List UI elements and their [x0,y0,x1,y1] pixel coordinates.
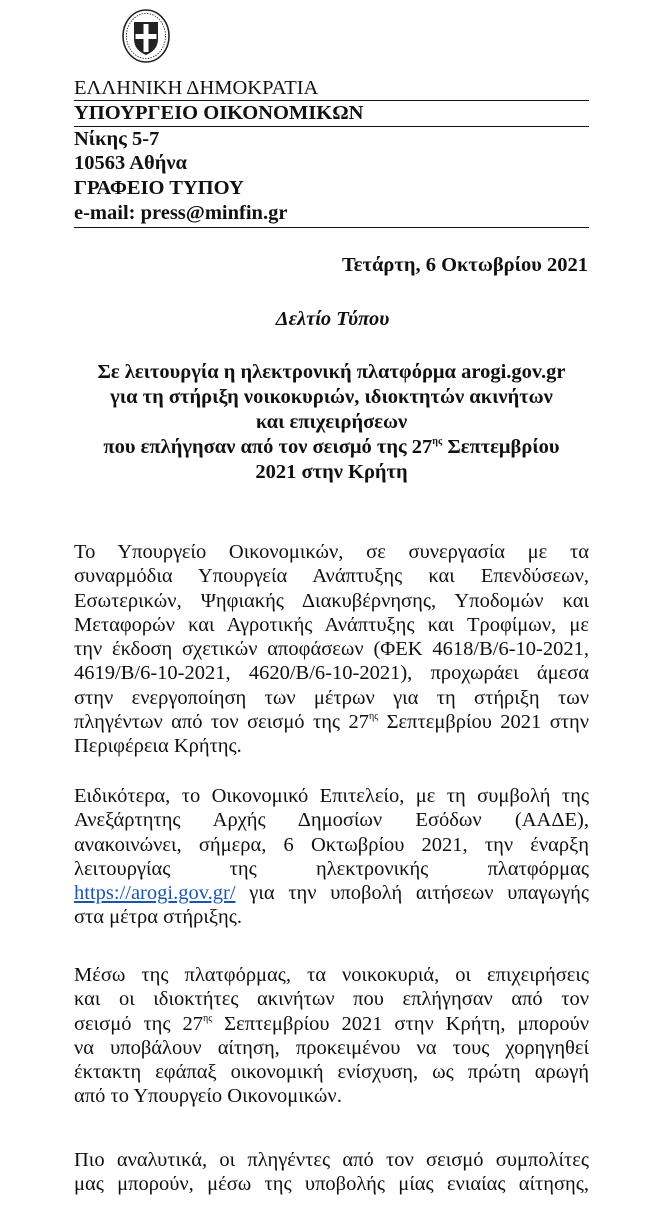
paragraph-1 [74,540,589,759]
body-line: την έκδοση σχετικών αποφάσεων (ΦΕΚ 4618/Β/6-10-2021, [74,638,589,661]
title-line: Σε λειτουργία η ηλεκτρονική πλατφόρμα arogi.gov.gr [97,361,566,383]
body-line: Μέσω της πλατφόρμας, τα νοικοκυριά, οι επιχειρήσεις [74,964,589,986]
body-line: στα μέτρα στήριξης. [74,906,242,929]
body-line: Το Υπουργείο Οικονομικών, σε συνεργασία με τα [74,541,589,563]
body-line: Μεταφορών και Αγροτικής Ανάπτυξης και Τροφίμων, με [74,613,589,636]
body-line: Ειδικότερα, το Οικονομικό Επιτελείο, με τη συμβολή της [74,785,589,807]
title-text: Σεπτεμβρίου [442,436,560,458]
body-line: λειτουργίας της ηλεκτρονικής πλατφόρμας [74,857,589,880]
body-text: σεισμό της 27 [74,1012,203,1035]
document-type: Δελτίο Τύπου [275,308,390,330]
press-office-label: ΓΡΑΦΕΙΟ ΤΥΠΟΥ [74,177,244,199]
body-text: Σεπτεμβρίου 2021 στην Κρήτη, μπορούν [212,1012,589,1035]
body-line: να υποβάλουν αίτηση, προκειμένου να τους χορηγηθεί [74,1036,589,1059]
body-line: συναρμόδια Υπουργεία Ανάπτυξης και Επενδύσεων, [74,565,589,588]
paragraph-4 [74,1148,589,1197]
title-line: 2021 στην Κρήτη [255,461,408,483]
body-text: πληγέντων από τον σεισμό της 27 [74,711,369,734]
address-city: 10563 Αθήνα [74,152,187,174]
body-line: έκτακτη εφάπαξ οικονομική ενίσχυση, ως πρώτη αρωγή [74,1061,589,1084]
body-text: για την υποβολή αιτήσεων υπαγωγής [235,882,589,905]
body-line: Ανεξάρτητης Αρχής Δημοσίων Εσόδων (ΑΑΔΕ), [74,809,589,832]
ordinal-suffix: ης [432,436,443,447]
ordinal-suffix: ης [368,711,379,723]
body-line: και οι ιδιοκτήτες ακινήτων που επλήγησαν από τον [74,988,589,1011]
body-line [74,710,589,734]
ordinal-suffix: ης [203,1012,213,1024]
body-line: μας μπορούν, μέσω της υποβολής μίας ενιαίας αίτησης, [74,1173,589,1196]
title-line [74,435,589,460]
greek-coat-of-arms-emblem [121,8,171,64]
title-line: για τη στήριξη νοικοκυριών, ιδιοκτητών ακινήτων [110,386,553,408]
body-line: ανακοινώνει, σήμερα, 6 Οκτωβρίου 2021, την έναρξη [74,833,589,856]
address-street: Νίκης 5-7 [74,128,160,150]
header-divider-bottom [74,227,589,228]
arogi-platform-link[interactable]: https://arogi.gov.gr/ [74,882,236,905]
body-line: Περιφέρεια Κρήτης. [74,735,242,758]
paragraph-2 [74,784,589,930]
republic-label: ΕΛΛΗΝΙΚΗ ΔΗΜΟΚΡΑΤΙΑ [74,77,319,99]
body-line: στην ενεργοποίηση των μέτρων για τη στήριξη των [74,686,589,709]
body-line: 4619/Β/6-10-2021, 4620/Β/6-10-2021), προχωράει άμεσα [74,662,589,685]
body-line: Πιο αναλυτικά, οι πληγέντες από τον σεισμό συμπολίτες [74,1149,589,1171]
body-line: από το Υπουργείο Οικονομικών. [74,1085,342,1108]
body-line [74,1012,589,1036]
title-text: που επλήγησαν από τον σεισμό της 27 [103,436,433,458]
title-line: και επιχειρήσεων [255,411,408,433]
body-text: Σεπτεμβρίου 2021 στην [378,711,589,734]
body-line: Εσωτερικών, Ψηφιακής Διακυβέρνησης, Υποδομών και [74,589,589,612]
release-date: Τετάρτη, 6 Οκτωβρίου 2021 [341,254,588,276]
ministry-name: ΥΠΟΥΡΓΕΙΟ ΟΙΚΟΝΟΜΙΚΩΝ [74,102,364,124]
contact-email: e-mail: press@minfin.gr [74,202,288,224]
press-release-title [74,360,589,485]
body-line [74,881,589,905]
paragraph-3 [74,963,589,1109]
